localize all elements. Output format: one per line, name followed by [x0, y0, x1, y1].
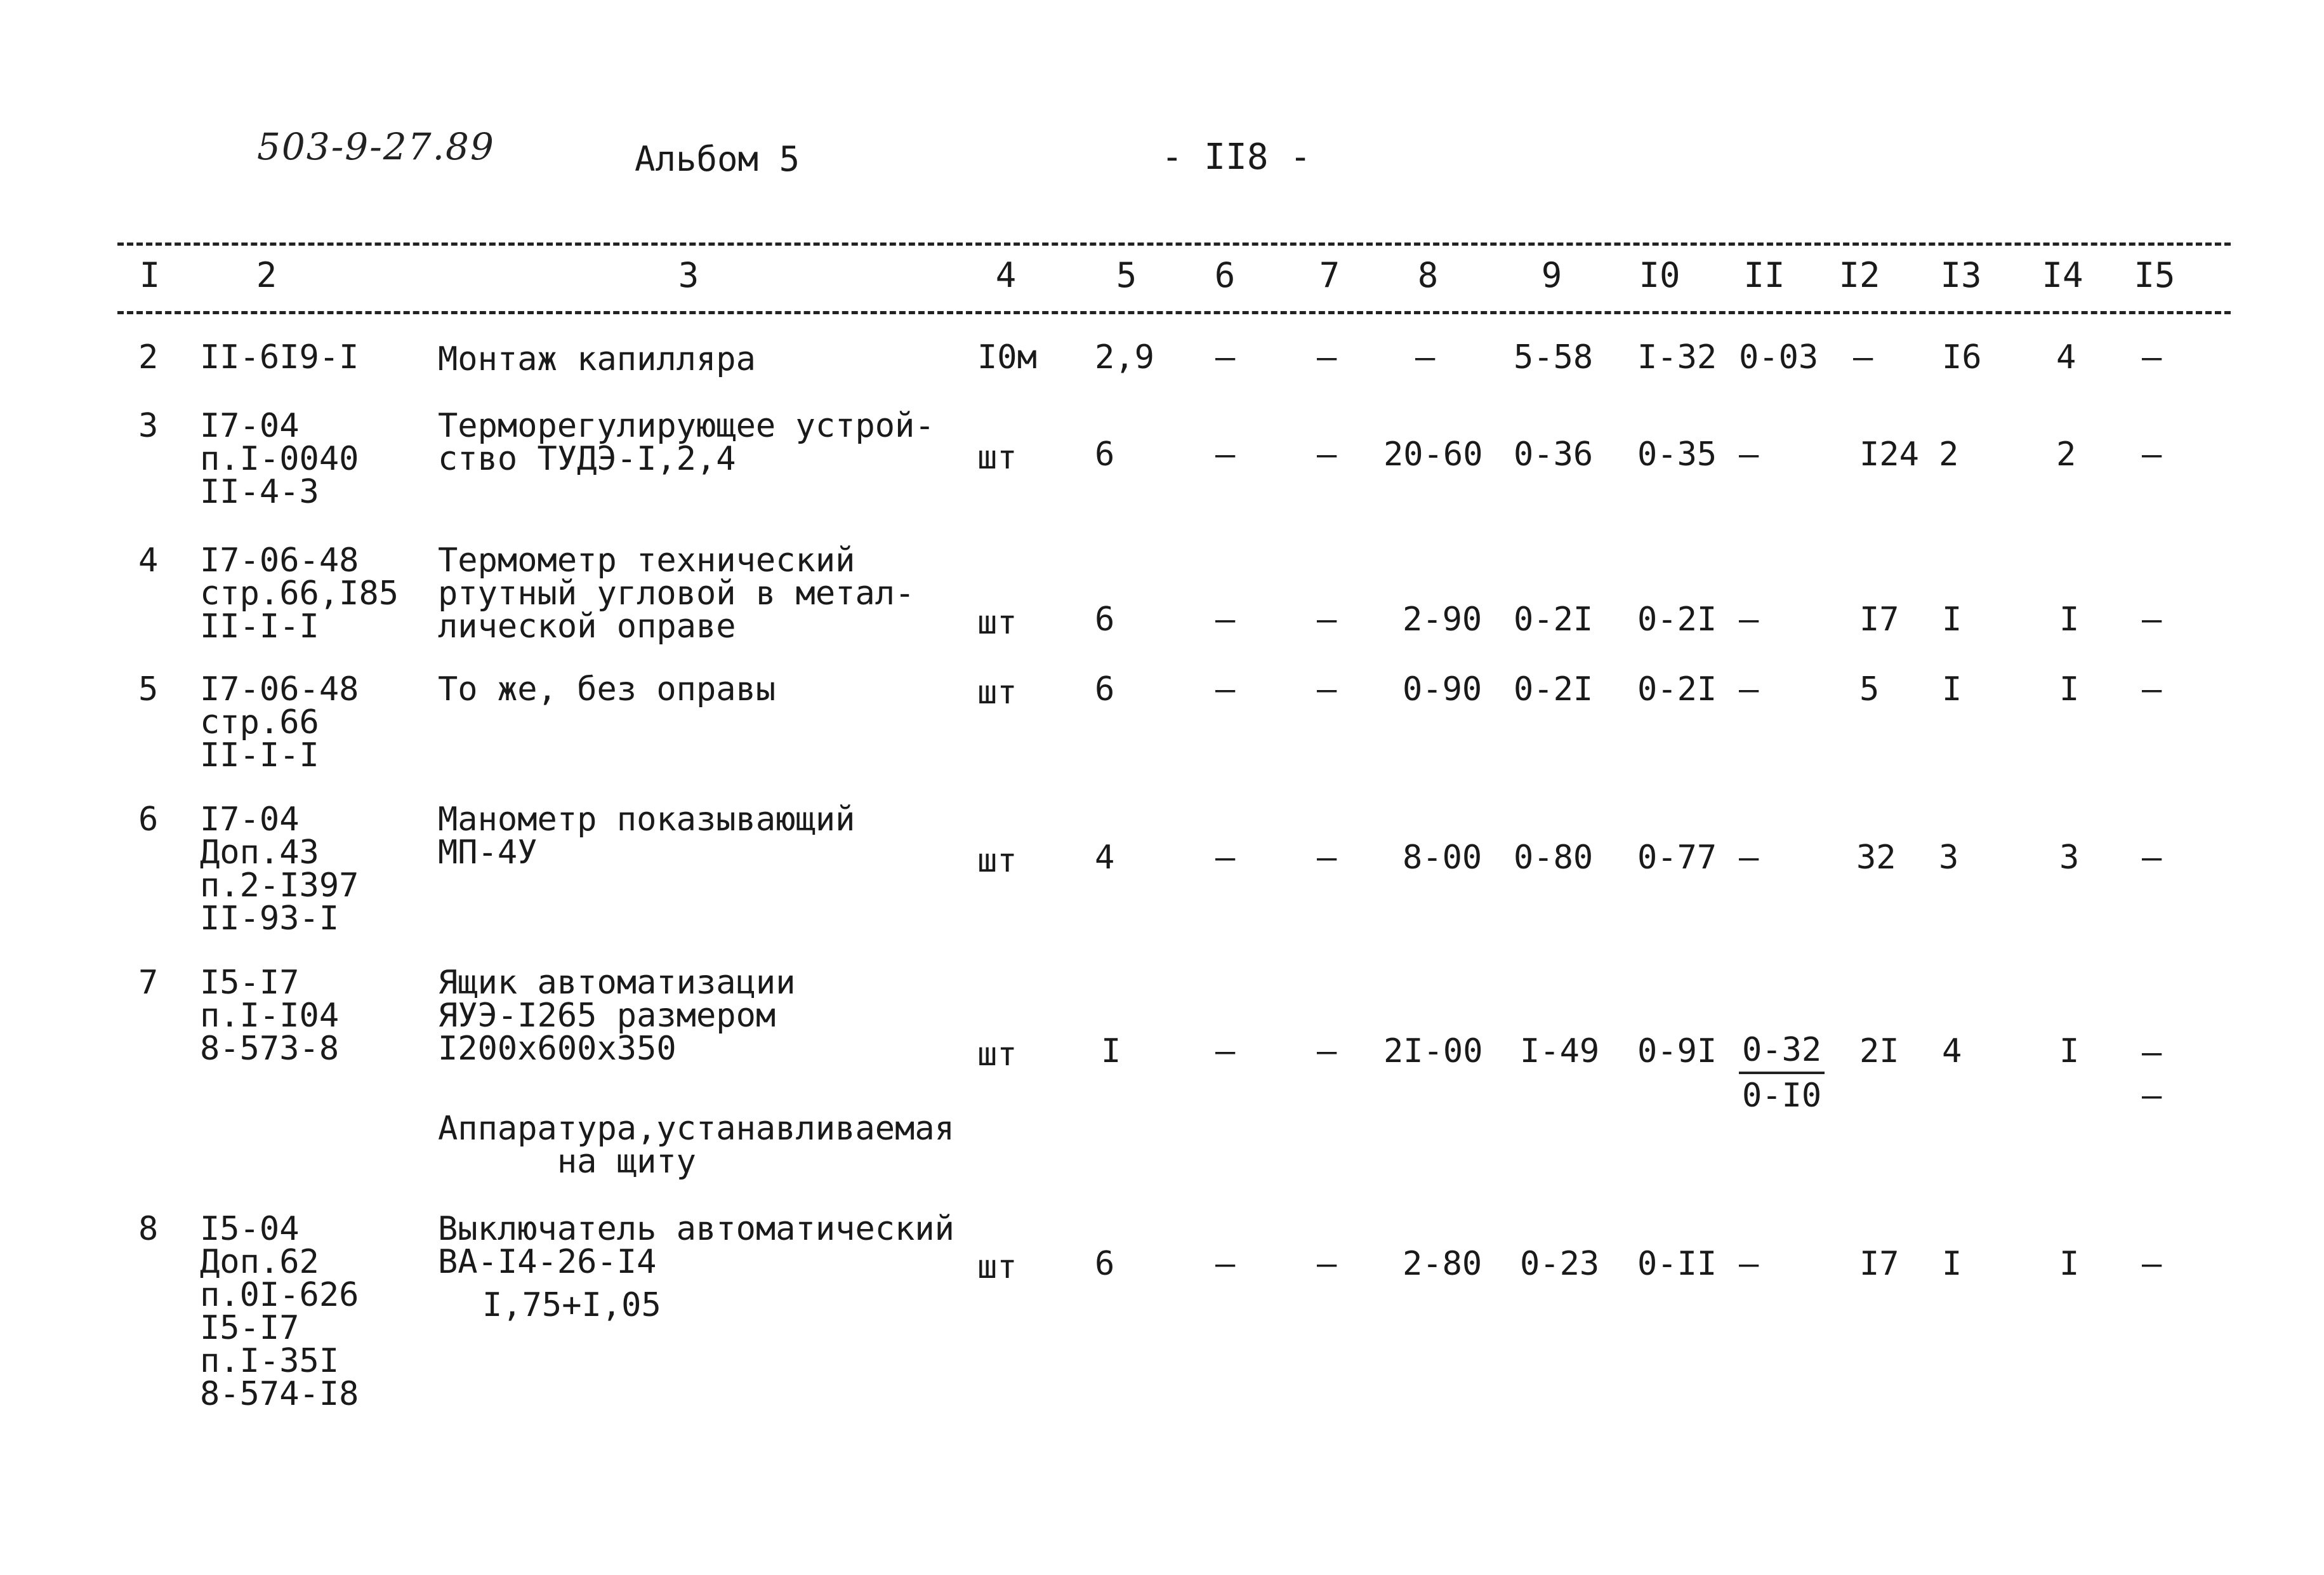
section-heading: Аппаратура,устанавливаемая на щиту	[438, 1110, 954, 1181]
row-col13: I6	[1942, 338, 1982, 376]
page-number: - II8 -	[1161, 136, 1312, 178]
row-col10: 0-77	[1637, 839, 1717, 877]
row-name: Ящик автоматизации ЯУЭ-I265 размером I200x600x350	[438, 964, 796, 1068]
table-top-rule	[117, 243, 2231, 246]
row-unit: шт	[977, 604, 1017, 642]
row-col12: –	[1853, 338, 1873, 376]
row-col14: 2	[2056, 435, 2076, 474]
row-col9: 0-2I	[1514, 670, 1594, 708]
row-number: 3	[138, 407, 159, 445]
row-col12: I7	[1859, 601, 1899, 639]
column-header-13: I3	[1940, 255, 1982, 295]
row-col7: –	[1317, 839, 1337, 877]
row-col6: –	[1215, 435, 1236, 474]
row-col7: –	[1317, 601, 1337, 639]
row-col10: 0-9I	[1637, 1032, 1717, 1070]
row-number: 5	[138, 670, 159, 708]
row-unit: шт	[977, 842, 1017, 880]
row-col7: –	[1317, 338, 1337, 376]
row-col12: 5	[1859, 670, 1880, 708]
row-col13: 2	[1939, 435, 1959, 474]
row-col8: 20-60	[1383, 435, 1483, 474]
row-code: I7-04 п.I-0040 II-4-3	[200, 407, 359, 511]
row-col13: I	[1942, 670, 1962, 708]
row-col5: 6	[1095, 435, 1115, 474]
column-header-3: 3	[678, 255, 699, 295]
column-header-1: I	[139, 255, 161, 295]
column-header-2: 2	[256, 255, 277, 295]
row-code: II-6I9-I	[200, 338, 359, 376]
row-col13: I	[1942, 601, 1962, 639]
document-code: 503-9-27.89	[257, 125, 495, 168]
row-col11: –	[1739, 601, 1759, 639]
column-header-8: 8	[1417, 255, 1439, 295]
row-code: I7-06-48 стр.66,I85 II-I-I	[200, 542, 399, 646]
column-header-4: 4	[995, 255, 1017, 295]
row-unit: шт	[977, 439, 1017, 477]
row-col5: 4	[1095, 839, 1115, 877]
row-col14: I	[2059, 1245, 2080, 1283]
row-name: Терморегулирующее устрой- ство ТУДЭ-I,2,4	[438, 407, 935, 478]
row-col12: 2I	[1859, 1032, 1899, 1070]
row-number: 2	[138, 338, 159, 376]
row-col8: 2-80	[1403, 1245, 1482, 1283]
row-col15-top: –	[2142, 1033, 2162, 1072]
row-col5: 2,9	[1095, 338, 1154, 376]
row-col15: –	[2142, 1245, 2162, 1283]
row-col6: –	[1215, 1245, 1236, 1283]
row-col13: I	[1942, 1245, 1962, 1283]
row-col9: 0-80	[1514, 839, 1594, 877]
row-code: I5-I7 п.I-I04 8-573-8	[200, 964, 340, 1068]
row-col10: 0-35	[1637, 435, 1717, 474]
row-col9: 0-2I	[1514, 601, 1594, 639]
row-col11: –	[1739, 435, 1759, 474]
row-col14: 3	[2059, 839, 2080, 877]
row-col10: I-32	[1637, 338, 1717, 376]
row-number: 4	[138, 542, 159, 580]
row-col11-denominator: 0-I0	[1742, 1077, 1822, 1115]
row-col10: 0-2I	[1637, 601, 1717, 639]
row-code: I7-04 Доп.43 п.2-I397 II-93-I	[200, 801, 359, 938]
row-col7: –	[1317, 1032, 1337, 1070]
row-col15-bottom: –	[2142, 1077, 2162, 1115]
row-col9: 0-36	[1514, 435, 1594, 474]
column-header-12: I2	[1839, 255, 1880, 295]
row-col11-numerator: 0-32	[1742, 1031, 1822, 1069]
album-label: Альбом 5	[635, 139, 800, 179]
row-col11: –	[1739, 1245, 1759, 1283]
row-col14: I	[2059, 1032, 2080, 1070]
row-col12: I7	[1859, 1245, 1899, 1283]
row-col8: 8-00	[1403, 839, 1482, 877]
row-col5: I	[1101, 1032, 1121, 1070]
column-header-9: 9	[1541, 255, 1562, 295]
row-col8: 0-90	[1403, 670, 1482, 708]
row-code: I7-06-48 стр.66 II-I-I	[200, 670, 359, 774]
row-col15: –	[2142, 338, 2162, 376]
row-col7: –	[1317, 670, 1337, 708]
column-header-10: I0	[1639, 255, 1680, 295]
row-col6: –	[1215, 338, 1236, 376]
row-number: 6	[138, 801, 159, 839]
column-header-6: 6	[1214, 255, 1236, 295]
row-col9: I-49	[1520, 1032, 1600, 1070]
row-col14: I	[2059, 601, 2080, 639]
row-col6: –	[1215, 601, 1236, 639]
row-col12: 32	[1856, 839, 1896, 877]
row-col14: 4	[2056, 338, 2076, 376]
row-number: 8	[138, 1210, 159, 1248]
row-col5: 6	[1095, 670, 1115, 708]
row-col9: 5-58	[1514, 338, 1594, 376]
row-name: Манометр показывающий МП-4У	[438, 801, 855, 872]
row-name: Выключатель автоматический ВА-I4-26-I4	[438, 1210, 954, 1281]
row-col5: 6	[1095, 1245, 1115, 1283]
column-header-5: 5	[1116, 255, 1137, 295]
column-header-7: 7	[1319, 255, 1340, 295]
row-number: 7	[138, 964, 159, 1002]
row-col15: –	[2142, 839, 2162, 877]
row-code: I5-04 Доп.62 п.0I-626 I5-I7 п.I-35I 8-574-I8	[200, 1210, 359, 1413]
row-col6: –	[1215, 1032, 1236, 1070]
row-col7: –	[1317, 1245, 1337, 1283]
fraction-line	[1739, 1072, 1825, 1074]
row-unit: шт	[977, 1248, 1017, 1286]
row-unit: I0м	[977, 338, 1037, 376]
row-col11: –	[1739, 670, 1759, 708]
row-col15: –	[2142, 435, 2162, 474]
row-col13: 4	[1942, 1032, 1962, 1070]
column-header-14: I4	[2042, 255, 2083, 295]
table-header-rule	[117, 311, 2231, 314]
row-note: I,75+I,05	[482, 1286, 661, 1324]
row-col5: 6	[1095, 601, 1115, 639]
row-col10: 0-2I	[1637, 670, 1717, 708]
row-col13: 3	[1939, 839, 1959, 877]
row-col9: 0-23	[1520, 1245, 1600, 1283]
column-header-15: I5	[2134, 255, 2175, 295]
row-col7: –	[1317, 435, 1337, 474]
row-col8: –	[1415, 338, 1436, 376]
row-name: Термометр технический ртутный угловой в метал- лической оправе	[438, 542, 915, 646]
row-col8: 2-90	[1403, 601, 1482, 639]
column-header-11: II	[1743, 255, 1785, 295]
row-col15: –	[2142, 670, 2162, 708]
row-col10: 0-II	[1637, 1245, 1717, 1283]
row-unit: шт	[977, 674, 1017, 712]
row-col6: –	[1215, 839, 1236, 877]
row-unit: шт	[977, 1035, 1017, 1073]
row-col11: 0-03	[1739, 338, 1819, 376]
row-col12: I24	[1859, 435, 1919, 474]
row-col8: 2I-00	[1383, 1032, 1483, 1070]
row-col6: –	[1215, 670, 1236, 708]
row-name: Монтаж капилляра	[438, 340, 756, 378]
row-col14: I	[2059, 670, 2080, 708]
row-col11: –	[1739, 839, 1759, 877]
row-col15: –	[2142, 601, 2162, 639]
row-name: То же, без оправы	[438, 670, 776, 708]
